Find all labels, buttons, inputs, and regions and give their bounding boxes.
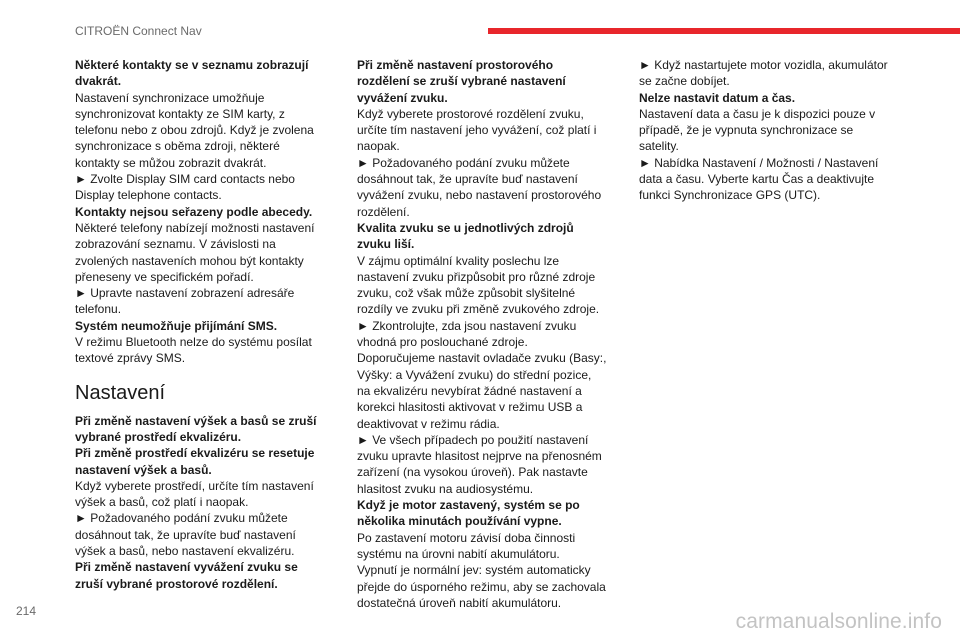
paragraph: Vypnutí je normální jev: systém automaticky přejde do úsporného režimu, aby se zachovala dostatečná úroveň nabití akumulátoru. <box>357 563 606 610</box>
text-column-3 <box>639 57 889 204</box>
paragraph: ► Ve všech případech po použití nastavení zvuku upravte hlasitost nejprve na přenosném zařízení (na vysokou úroveň). Pak nastavte hlasitost zvuku na audiosystému. <box>357 432 602 496</box>
paragraph: Některé telefony nabízejí možnosti nastavení zobrazování seznamu. V závislosti na zvolených nastaveních mohou být kontakty přeneseny ve specifickém pořadí. <box>75 220 315 284</box>
paragraph: ► Požadovaného podání zvuku můžete dosáhnout tak, že upravíte buď nastavení výšek a basů, nebo nastavení ekvalizéru. <box>75 511 296 559</box>
header-accent-bar <box>488 28 960 34</box>
paragraph: V zájmu optimální kvality poslechu lze nastavení zvuku přizpůsobit pro různé zdroje zvuku, což však může způsobit slyšitelné rozdíly ve zvuku při změně zvukového zdroje. <box>357 253 600 317</box>
bold-paragraph: Kvalita zvuku se u jednotlivých zdrojů zvuku liší. <box>357 220 574 252</box>
bold-paragraph: Kontakty nejsou seřazeny podle abecedy. <box>75 204 313 219</box>
paragraph: ► Požadovaného podání zvuku můžete dosáhnout tak, že upravíte buď nastavení vyvážení zvuku, nebo nastavení prostorového rozdělení. <box>357 155 602 219</box>
paragraph: Když vyberete prostředí, určíte tím nastavení výšek a basů, což platí i naopak. <box>75 478 314 510</box>
paragraph: Po zastavení motoru závisí doba činnosti systému na úrovni nabití akumulátoru. <box>357 530 576 561</box>
page-number: 214 <box>16 604 37 618</box>
bold-paragraph: Při změně nastavení vyvážení zvuku se zruší vybrané prostorové rozdělení. <box>75 560 298 591</box>
bold-paragraph: Nelze nastavit datum a čas. <box>639 90 796 105</box>
bold-paragraph: Při změně nastavení výšek a basů se zruší vybrané prostředí ekvalizéru. <box>75 413 317 444</box>
watermark: carmanualsonline.info <box>735 610 942 633</box>
paragraph: Nastavení data a času je k dispozici pouze v případě, že je vypnuta synchronizace se satelity. <box>639 106 876 154</box>
paragraph: ► Když nastartujete motor vozidla, akumulátor se začne dobíjet. <box>639 58 888 89</box>
text-column-2 <box>357 57 607 611</box>
text-column-1 <box>75 57 325 592</box>
paragraph: ► Zvolte Display SIM card contacts nebo Display telephone contacts. <box>75 172 295 203</box>
paragraph: Když vyberete prostorové rozdělení zvuku, určíte tím nastavení jeho vyvážení, což platí i naopak. <box>357 106 597 154</box>
bold-paragraph: Při změně nastavení prostorového rozdělení se zruší vybrané nastavení vyvážení zvuku. <box>357 58 566 105</box>
bold-paragraph: Systém neumožňuje přijímání SMS. <box>75 318 278 333</box>
section-heading: Nastavení <box>75 381 166 404</box>
paragraph: ► Nabídka Nastavení / Možnosti / Nastavení data a času. Vyberte kartu Čas a deaktivujte funkci Synchronizace GPS (UTC). <box>639 155 879 203</box>
bold-paragraph: Některé kontakty se v seznamu zobrazují dvakrát. <box>75 58 309 89</box>
paragraph: Nastavení synchronizace umožňuje synchronizovat kontakty ze SIM karty, z telefonu nebo z obou zdrojů. Když je zvolena synchronizace s oběma zdroji, některé kontakty se můžou zobrazit dvakrát. <box>75 90 314 170</box>
bold-paragraph: Když je motor zastavený, systém se po několika minutách používání vypne. <box>357 498 580 529</box>
paragraph: V režimu Bluetooth nelze do systému posílat textové zprávy SMS. <box>75 335 312 366</box>
paragraph: ► Zkontrolujte, zda jsou nastavení zvuku vhodná pro poslouchané zdroje. Doporučujeme nastavit ovladače zvuku (Basy:, Výšky: a Vyvážení zvuku) do střední pozice, na ekvalizéru nevybírat žádné nastavení a korekci hlasitosti aktivovat v režimu USB a deaktivovat v režimu rádia. <box>357 318 607 431</box>
paragraph: ► Upravte nastavení zobrazení adresáře telefonu. <box>75 286 295 317</box>
bold-paragraph: Při změně prostředí ekvalizéru se resetuje nastavení výšek a basů. <box>75 446 315 477</box>
header-title: CITROËN Connect Nav <box>75 24 202 38</box>
